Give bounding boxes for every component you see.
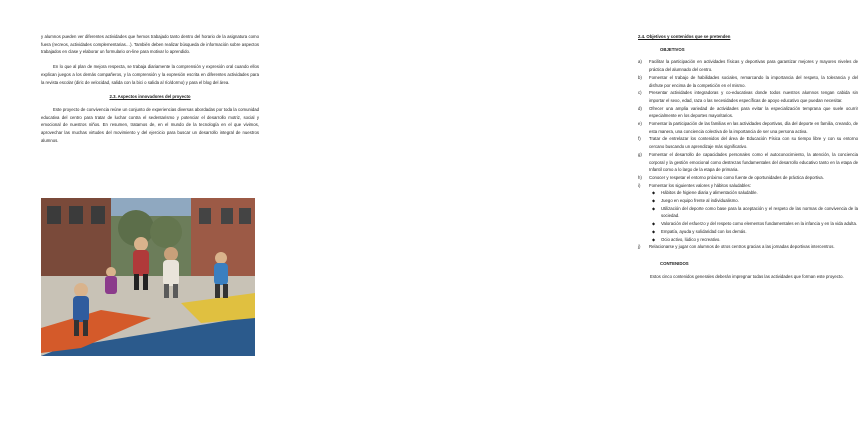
left-column [41, 33, 259, 151]
list-item [638, 174, 858, 182]
list-text: Juego en equipo frente al individualismo. [661, 198, 739, 204]
playground-photo [41, 198, 255, 356]
list-marker: f) [638, 136, 641, 142]
list-text: Fomentar los siguientes valores y hábitos saludables: [649, 182, 751, 188]
objectives-section-heading: 2.4. Objetivos y contenidos que se pretenden [638, 34, 731, 39]
list-item [638, 58, 858, 73]
diamond-bullet-icon: ◆ [652, 198, 656, 204]
list-text: Valoración del esfuerzo y del respeto como elementos fundamentales en la infancia y en la vida adulta. [661, 221, 858, 227]
list-marker: g) [638, 151, 642, 157]
list-marker: b) [638, 74, 642, 80]
list-text: Facilitar la participación en actividades físicas y deportivas para garantizar mejores y mayores niveles de práctica del alumnado del centro. [649, 59, 858, 73]
list-text: Fomentar el trabajo de habilidades sociales, remarcando la importancia del respeto, la tolerancia y del disfrute por encima de la competición en el mismo. [649, 74, 858, 88]
list-item [638, 120, 858, 135]
list-text: Empatía, ayuda y solidaridad con los demás. [661, 228, 747, 234]
list-marker: d) [638, 105, 642, 111]
values-sublist [649, 189, 858, 243]
list-item [638, 182, 858, 190]
diamond-bullet-icon: ◆ [652, 228, 656, 234]
list-marker: h) [638, 174, 642, 180]
diamond-bullet-icon: ◆ [652, 221, 656, 227]
list-text: Ofrecer una amplia variedad de actividades para evitar la especialización temprana que suele ocurrir especialmente en los deportes mayoritarios. [649, 105, 858, 119]
list-marker: j) [638, 244, 641, 250]
innovation-paragraph: Este proyecto de convivencia reúne un conjunto de experiencias diversas abordadas por toda la comunidad educativa del centro para tratar de luchar contra el sedentarismo y potenciar el desarrollo motriz, social y emocional de nuestros niños. En resumen, tratamos de, en el mundo de la tecnología en el que vivimos, aprovechar las muchas virtudes del movimiento y del ejercicio para buscar un desarrollo integral de nuestros alumnos. [41, 106, 259, 143]
list-item [649, 220, 858, 228]
left-page [0, 0, 300, 424]
list-text: Tratar de entrelazar los contenidos del área de Educación Física con su tiempo libre y con su entorno cercano buscando un aprendizaje más significativo. [649, 136, 858, 150]
diamond-bullet-icon: ◆ [652, 205, 656, 211]
list-item [649, 189, 858, 197]
diamond-bullet-icon: ◆ [652, 236, 656, 242]
list-text: Conocer y respetar el entorno próximo como fuente de oportunidades de práctica deportiva. [649, 174, 824, 180]
list-marker: a) [638, 59, 642, 65]
list-item [649, 205, 858, 220]
list-marker: i) [638, 182, 641, 188]
list-item [638, 135, 858, 150]
list-marker: c) [638, 90, 642, 96]
intro-paragraph: y alumnos pueden ver diferentes actividades que hemos trabajado tanto dentro del horario de la asignatura como fuera (recreos, actividades complementarias…). También deben realizar búsqueda de información sobre aspectos trabajados en clase y elaborar un formulario on-line para motivar lo aprendido. [41, 34, 259, 55]
list-marker: e) [638, 121, 642, 127]
list-item [649, 236, 858, 244]
innovation-heading: 2.3. Aspectos innovadores del proyecto [109, 94, 191, 100]
diamond-bullet-icon: ◆ [652, 190, 656, 196]
contents-heading: CONTENIDOS [660, 260, 689, 266]
objectives-heading: OBJETIVOS [660, 46, 685, 52]
list-item [649, 228, 858, 236]
list-text: Presentar actividades integradoras y co-educativas donde todos nuestros alumnos tengan cabida sin importar el sexo, edad, raza o las necesidades específicas de apoyo educativo que puedan necesitar. [649, 90, 858, 103]
right-column [638, 33, 858, 287]
list-text: Fomentar la participación de las familias en las actividades deportivas, día del deporte en familia, creando, de esta manera, una conciencia colectiva de la importancia de ser una persona activa. [649, 121, 858, 134]
list-text: Utilización del deporte como base para la aceptación y el respeto de las normas de convivencia de la sociedad. [661, 205, 858, 219]
improvement-plan-paragraph: En lo que al plan de mejora respecta, se trabaja diariamente la comprensión y expresión oral cuando ellos explican juegos a los demás compañeros, y la comprensión y la expresión escrita en diferentes actividades para la revista escolar (diric de velocidad, salida con la bici o salida al río/dormo) y para el blog del área. [41, 64, 259, 85]
list-item [638, 151, 858, 174]
list-item [638, 89, 858, 104]
list-item [638, 74, 858, 89]
list-text: Ocio activo, lúdico y recreativo. [661, 236, 721, 242]
list-text: Fomentar el desarrollo de capacidades personales como el autoconocimiento, la atención, la conciencia corporal y la gestión emocional como destrezas fundamentales del desarrollo educativo tanto en la etapa de Infantil como a lo largo de la etapa de primaria. [649, 151, 858, 173]
objectives-list [638, 58, 858, 251]
contents-paragraph: Estos cinco contenidos generales deberán impregnar todas las actividades que forman este proyecto. [650, 273, 844, 279]
list-text: Hábitos de higiene diaria y alimentación saludable. [661, 190, 758, 196]
right-page [300, 0, 858, 424]
list-text: Relacionarse y jugar con alumnos de otros centros gracias a las jornadas deportivas intercentros. [649, 244, 835, 250]
list-item [649, 197, 858, 205]
list-item [638, 105, 858, 120]
list-item [638, 243, 858, 251]
